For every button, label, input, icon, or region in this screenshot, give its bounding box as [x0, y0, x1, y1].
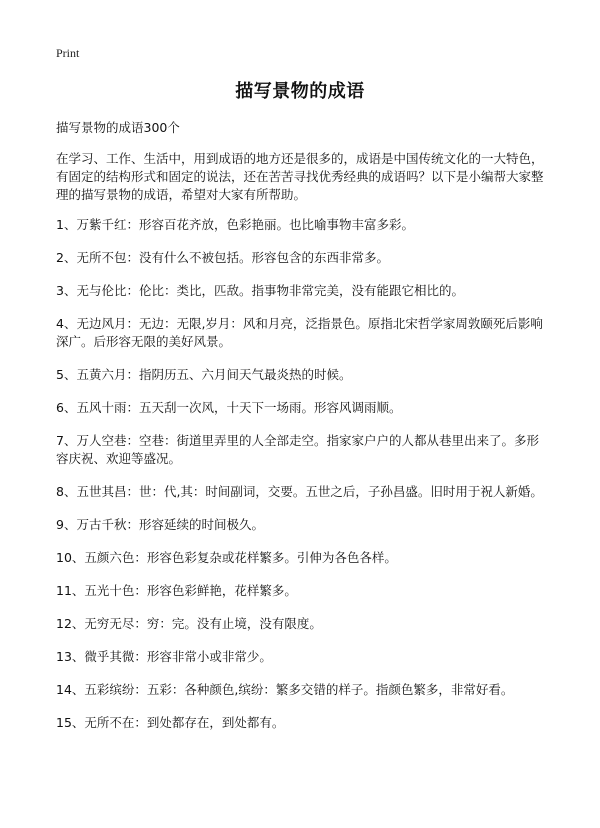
intro-paragraph: 在学习、工作、生活中，用到成语的地方还是很多的，成语是中国传统文化的一大特色，有固定的结构形式和固定的说法，还在苦苦寻找优秀经典的成语吗？以下是小编帮大家整理的描写景物的成语，希望对大家有所帮助。 — [56, 151, 544, 202]
idiom-entry-13: 13、微乎其微：形容非常小或非常少。 — [56, 649, 272, 664]
idiom-entry-7: 7、万人空巷：空巷：街道里弄里的人全部走空。指家家户户的人都从巷里出来了。多形容庆祝、欢迎等盛况。 — [56, 433, 539, 466]
idiom-entry-2: 2、无所不包：没有什么不被包括。形容包含的东西非常多。 — [56, 250, 389, 265]
idiom-entry-5: 5、五黄六月：指阴历五、六月间天气最炎热的时候。 — [56, 367, 352, 382]
idiom-entry-9: 9、万古千秋：形容延续的时间极久。 — [56, 517, 264, 532]
document-subtitle: 描写景物的成语300个 — [56, 120, 180, 135]
idiom-entry-15: 15、无所不在：到处都存在，到处都有。 — [56, 715, 285, 730]
idiom-entry-3: 3、无与伦比：伦比：类比，匹敌。指事物非常完美，没有能跟它相比的。 — [56, 283, 464, 298]
idiom-entry-1: 1、万紫千红：形容百花齐放，色彩艳丽。也比喻事物丰富多彩。 — [56, 217, 414, 232]
idiom-entry-12: 12、无穷无尽：穷：完。没有止境，没有限度。 — [56, 616, 322, 631]
idiom-entry-8: 8、五世其昌：世：代,其：时间副词，交要。五世之后，子孙昌盛。旧时用于祝人新婚。 — [56, 484, 543, 499]
print-link[interactable]: Print — [56, 46, 80, 60]
idiom-list — [56, 216, 546, 747]
idiom-entry-10: 10、五颜六色：形容色彩复杂或花样繁多。引伸为各色各样。 — [56, 550, 397, 565]
idiom-entry-4: 4、无边风月：无边：无限,岁月：风和月亮，泛指景色。原指北宋哲学家周敦颐死后影响深广。后形容无限的美好风景。 — [56, 316, 543, 349]
idiom-entry-6: 6、五风十雨：五天刮一次风，十天下一场雨。形容风调雨顺。 — [56, 400, 402, 415]
idiom-entry-14: 14、五彩缤纷：五彩：各种颜色,缤纷：繁多交错的样子。指颜色繁多，非常好看。 — [56, 682, 514, 697]
idiom-entry-11: 11、五光十色：形容色彩鲜艳，花样繁多。 — [56, 583, 297, 598]
page-title: 描写景物的成语 — [235, 81, 365, 102]
